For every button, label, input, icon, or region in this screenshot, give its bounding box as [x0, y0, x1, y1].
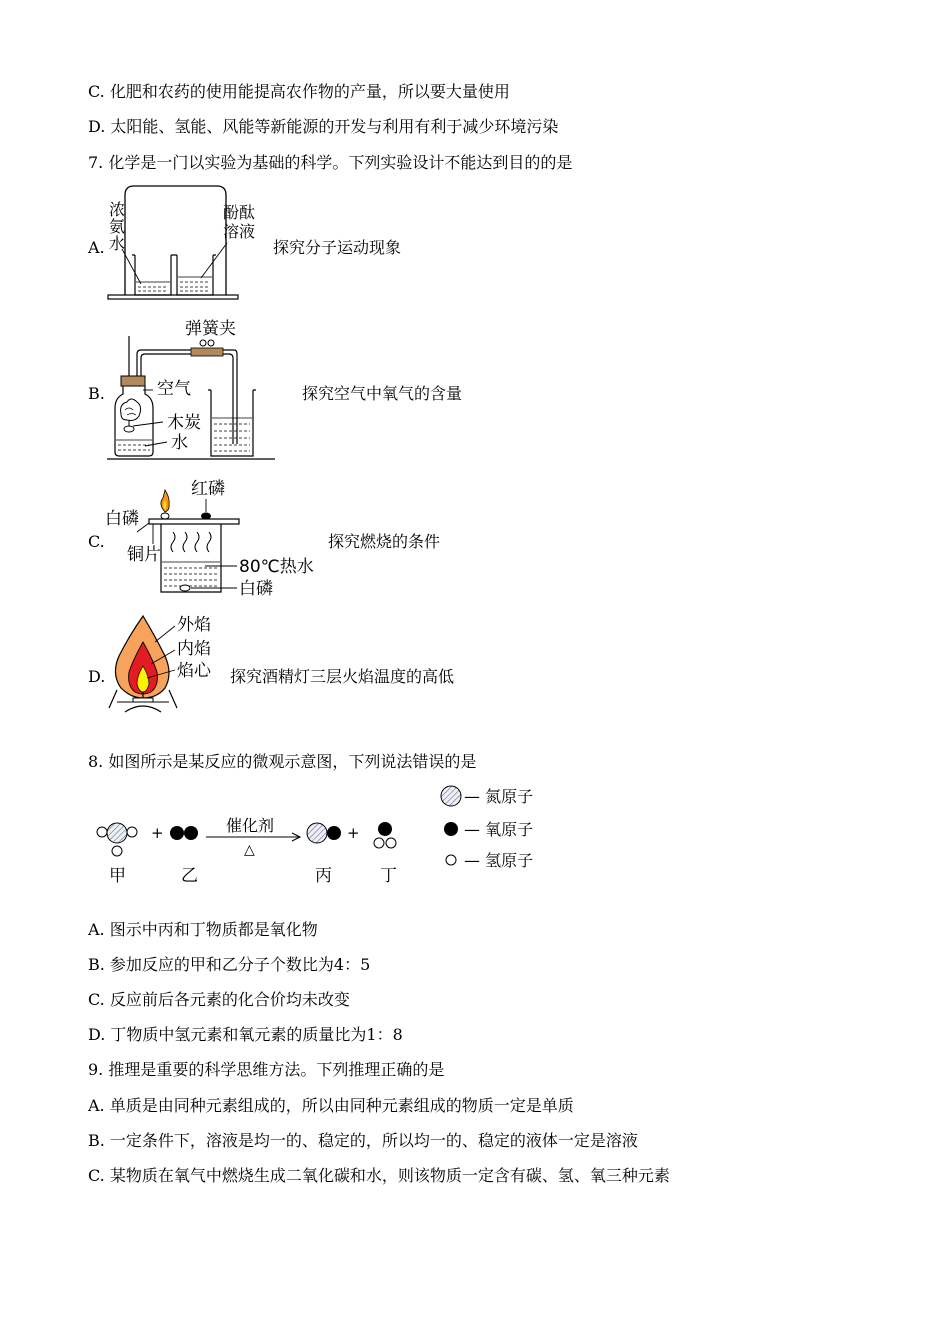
molecule-jia [97, 823, 137, 856]
q8-stem: 8. 如图所示是某反应的微观示意图，下列说法错误的是 [88, 752, 477, 771]
q7-option-b-label: B. [88, 384, 105, 403]
plus-sign-1: + [151, 824, 164, 842]
q6-option-c: C. 化肥和农药的使用能提高农作物的产量，所以要大量使用 [88, 82, 510, 101]
q7-figure-a [105, 183, 256, 305]
label-conc-ammonia-1: 浓 [109, 200, 126, 219]
q9-option-c: C. 某物质在氧气中燃烧生成二氧化碳和水，则该物质一定含有碳、氢、氧三种元素 [88, 1166, 670, 1185]
molecule-bing [307, 823, 341, 843]
q7-figure-c [105, 472, 325, 604]
label-water: 水 [171, 433, 188, 453]
q7-figure-b [105, 316, 295, 466]
name-ding: 丁 [380, 866, 397, 886]
q7-stem: 7. 化学是一门以实验为基础的科学。下列实验设计不能达到目的的是 [88, 153, 573, 172]
q8-option-c: C. 反应前后各元素的化合价均未改变 [88, 990, 350, 1009]
q7-figure-d [105, 612, 225, 714]
q9-stem: 9. 推理是重要的科学思维方法。下列推理正确的是 [88, 1060, 445, 1079]
heat-symbol: △ [244, 842, 255, 858]
catalyst-label: 催化剂 [226, 816, 275, 835]
label-charcoal: 木炭 [167, 413, 201, 433]
legend-oxygen: — 氧原子 [464, 820, 534, 839]
label-spring-clamp: 弹簧夹 [185, 319, 236, 339]
legend-hydrogen: — 氢原子 [464, 851, 534, 870]
label-conc-ammonia-3: 水 [109, 234, 126, 253]
q7-option-c-desc: 探究燃烧的条件 [328, 532, 441, 551]
legend [441, 786, 533, 870]
label-hot-water: 80℃热水 [239, 557, 314, 577]
name-bing: 丙 [315, 866, 332, 886]
name-jia: 甲 [109, 866, 126, 886]
label-red-phosphorus: 红磷 [191, 479, 225, 499]
q7-option-c-label: C. [88, 532, 105, 551]
plus-sign-2: + [347, 824, 360, 842]
legend-nitrogen: — 氮原子 [464, 787, 534, 806]
q7-option-d-desc: 探究酒精灯三层火焰温度的高低 [230, 667, 455, 686]
label-outer-flame: 外焰 [177, 615, 211, 635]
label-conc-ammonia-2: 氨 [109, 217, 126, 236]
label-flame-core: 焰心 [177, 661, 211, 681]
q8-option-b: B. 参加反应的甲和乙分子个数比为4：5 [88, 955, 371, 974]
molecule-ding [374, 822, 396, 848]
label-white-phosphorus-bottom: 白磷 [239, 579, 273, 599]
name-yi: 乙 [181, 866, 198, 886]
q6-option-d: D. 太阳能、氢能、风能等新能源的开发与利用有利于减少环境污染 [88, 117, 559, 136]
q8-option-d: D. 丁物质中氢元素和氧元素的质量比为1：8 [88, 1025, 403, 1044]
label-inner-flame: 内焰 [177, 639, 211, 659]
label-phenolphthalein-1: 酚酞 [223, 203, 256, 222]
label-copper-sheet: 铜片 [127, 545, 161, 565]
q9-option-b: B. 一定条件下，溶液是均一的、稳定的，所以均一的、稳定的液体一定是溶液 [88, 1131, 638, 1150]
label-air: 空气 [157, 379, 191, 399]
q7-option-d-label: D. [88, 667, 106, 686]
q7-option-a-label: A. [88, 238, 105, 257]
q8-reaction-diagram [88, 782, 548, 894]
molecule-yi [170, 826, 198, 840]
q8-option-a: A. 图示中丙和丁物质都是氧化物 [88, 920, 318, 939]
label-phenolphthalein-2: 溶液 [223, 222, 256, 241]
label-white-phosphorus-top: 白磷 [105, 509, 139, 529]
q7-option-b-desc: 探究空气中氧气的含量 [302, 384, 463, 403]
q7-option-a-desc: 探究分子运动现象 [273, 238, 402, 257]
q9-option-a: A. 单质是由同种元素组成的，所以由同种元素组成的物质一定是单质 [88, 1096, 574, 1115]
